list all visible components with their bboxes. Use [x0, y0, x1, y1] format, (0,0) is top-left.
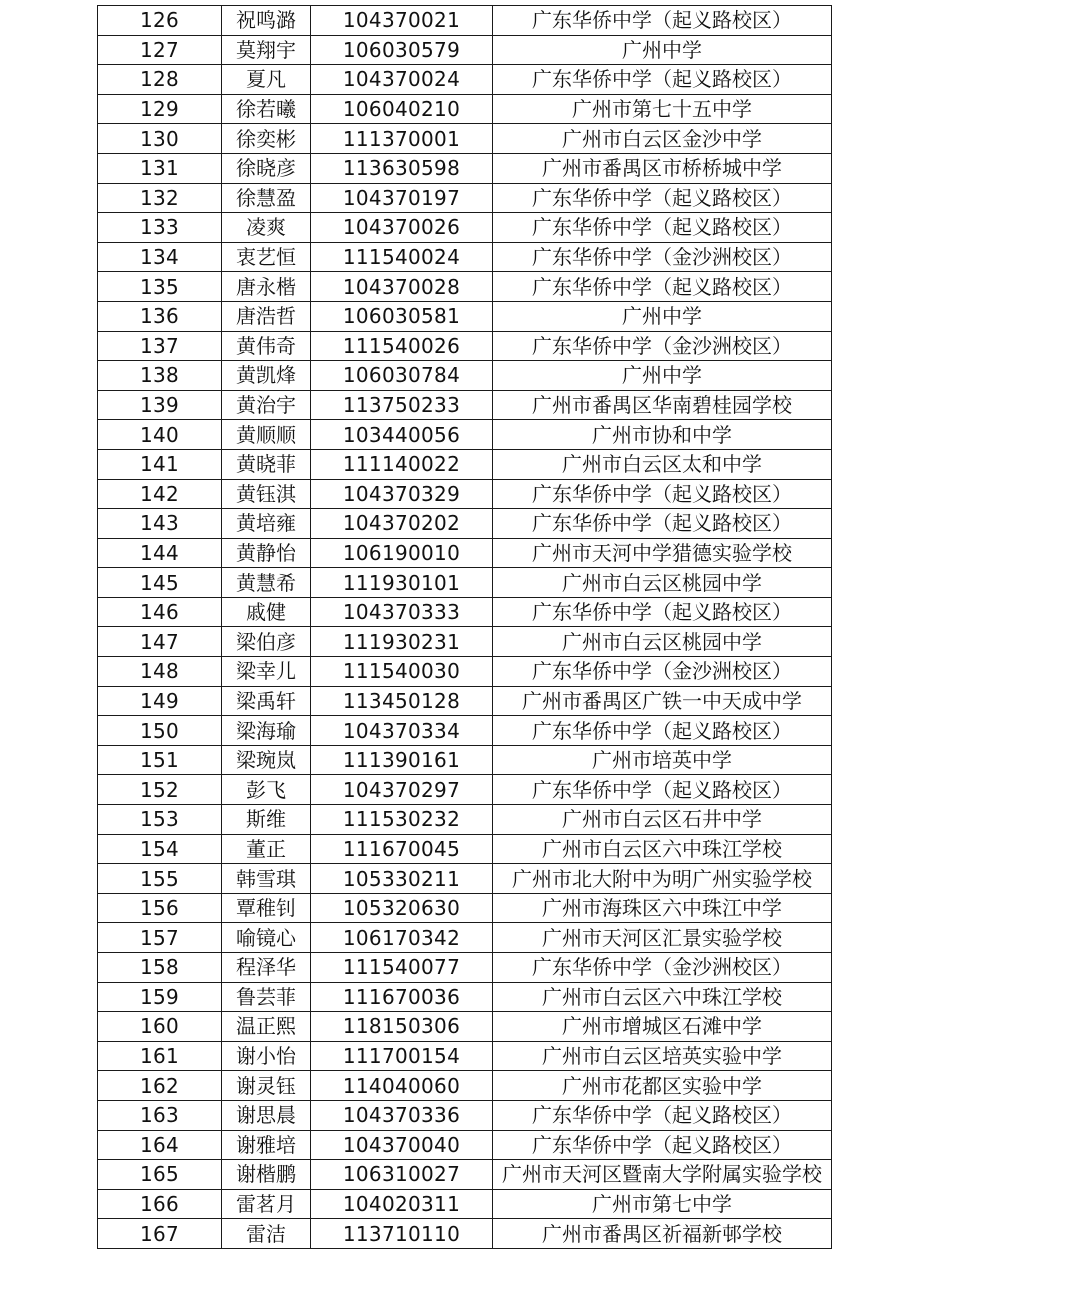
student-id: 105330211: [311, 864, 493, 894]
row-number: 139: [98, 390, 222, 420]
school-name: 广州市第七中学: [493, 1189, 832, 1219]
school-name: 广东华侨中学（起义路校区）: [493, 775, 832, 805]
student-id: 104370026: [311, 213, 493, 243]
student-id: 113710110: [311, 1219, 493, 1249]
student-id: 118150306: [311, 1012, 493, 1042]
row-number: 150: [98, 716, 222, 746]
student-name: 黄顺顺: [222, 420, 311, 450]
student-name: 祝鸣潞: [222, 6, 311, 36]
student-id: 104370334: [311, 716, 493, 746]
table-row: [98, 745, 832, 775]
table-row: [98, 716, 832, 746]
table-row: [98, 923, 832, 953]
school-name: 广州市天河区汇景实验学校: [493, 923, 832, 953]
row-number: 152: [98, 775, 222, 805]
student-id: 106310027: [311, 1160, 493, 1190]
table-row: [98, 242, 832, 272]
student-name: 凌爽: [222, 213, 311, 243]
row-number: 133: [98, 213, 222, 243]
roster-table: [97, 5, 832, 1249]
table-row: [98, 449, 832, 479]
student-id: 104370297: [311, 775, 493, 805]
row-number: 154: [98, 834, 222, 864]
row-number: 147: [98, 627, 222, 657]
school-name: 广州市北大附中为明广州实验学校: [493, 864, 832, 894]
student-name: 谢灵钰: [222, 1071, 311, 1101]
student-name: 温正熙: [222, 1012, 311, 1042]
table-row: [98, 805, 832, 835]
student-name: 谢雅培: [222, 1130, 311, 1160]
student-id: 106190010: [311, 538, 493, 568]
student-id: 113750233: [311, 390, 493, 420]
student-name: 彭飞: [222, 775, 311, 805]
table-row: [98, 568, 832, 598]
school-name: 广州市白云区六中珠江学校: [493, 834, 832, 864]
student-name: 谢楷鹏: [222, 1160, 311, 1190]
student-id: 111140022: [311, 449, 493, 479]
student-id: 111390161: [311, 745, 493, 775]
row-number: 142: [98, 479, 222, 509]
table-row: [98, 775, 832, 805]
school-name: 广州中学: [493, 301, 832, 331]
row-number: 135: [98, 272, 222, 302]
school-name: 广东华侨中学（起义路校区）: [493, 6, 832, 36]
student-id: 111670045: [311, 834, 493, 864]
row-number: 127: [98, 35, 222, 65]
row-number: 140: [98, 420, 222, 450]
student-id: 111540026: [311, 331, 493, 361]
student-name: 黄伟奇: [222, 331, 311, 361]
student-id: 111540024: [311, 242, 493, 272]
school-name: 广州市第七十五中学: [493, 94, 832, 124]
student-name: 徐若曦: [222, 94, 311, 124]
student-name: 黄静怡: [222, 538, 311, 568]
student-name: 黄晓菲: [222, 449, 311, 479]
school-name: 广州市白云区石井中学: [493, 805, 832, 835]
student-id: 111700154: [311, 1041, 493, 1071]
student-id: 106170342: [311, 923, 493, 953]
student-id: 106030581: [311, 301, 493, 331]
school-name: 广州市白云区培英实验中学: [493, 1041, 832, 1071]
table-row: [98, 893, 832, 923]
row-number: 131: [98, 153, 222, 183]
table-row: [98, 272, 832, 302]
school-name: 广东华侨中学（起义路校区）: [493, 272, 832, 302]
table-row: [98, 1130, 832, 1160]
student-name: 徐奕彬: [222, 124, 311, 154]
school-name: 广州市培英中学: [493, 745, 832, 775]
student-name: 黄培雍: [222, 509, 311, 539]
student-name: 董正: [222, 834, 311, 864]
student-id: 111930231: [311, 627, 493, 657]
school-name: 广东华侨中学（金沙洲校区）: [493, 242, 832, 272]
school-name: 广州市海珠区六中珠江中学: [493, 893, 832, 923]
school-name: 广东华侨中学（金沙洲校区）: [493, 953, 832, 983]
table-row: [98, 1160, 832, 1190]
student-name: 韩雪琪: [222, 864, 311, 894]
student-id: 104370329: [311, 479, 493, 509]
student-name: 谢思晨: [222, 1100, 311, 1130]
student-id: 111540077: [311, 953, 493, 983]
school-name: 广州市天河区暨南大学附属实验学校: [493, 1160, 832, 1190]
school-name: 广东华侨中学（金沙洲校区）: [493, 657, 832, 687]
school-name: 广东华侨中学（起义路校区）: [493, 479, 832, 509]
table-row: [98, 6, 832, 36]
table-row: [98, 1189, 832, 1219]
student-name: 夏凡: [222, 65, 311, 95]
table-row: [98, 124, 832, 154]
student-name: 唐永楷: [222, 272, 311, 302]
row-number: 130: [98, 124, 222, 154]
school-name: 广东华侨中学（起义路校区）: [493, 65, 832, 95]
school-name: 广州市白云区桃园中学: [493, 627, 832, 657]
student-id: 106030579: [311, 35, 493, 65]
school-name: 广东华侨中学（起义路校区）: [493, 183, 832, 213]
table-row: [98, 390, 832, 420]
school-name: 广东华侨中学（起义路校区）: [493, 597, 832, 627]
table-row: [98, 479, 832, 509]
table-row: [98, 982, 832, 1012]
row-number: 167: [98, 1219, 222, 1249]
student-name: 梁琬岚: [222, 745, 311, 775]
table-row: [98, 65, 832, 95]
school-name: 广州市番禺区广铁一中天成中学: [493, 686, 832, 716]
row-number: 128: [98, 65, 222, 95]
student-name: 谢小怡: [222, 1041, 311, 1071]
table-row: [98, 686, 832, 716]
student-id: 104370333: [311, 597, 493, 627]
table-row: [98, 153, 832, 183]
student-id: 106030784: [311, 361, 493, 391]
row-number: 126: [98, 6, 222, 36]
school-name: 广东华侨中学（起义路校区）: [493, 716, 832, 746]
row-number: 149: [98, 686, 222, 716]
student-id: 106040210: [311, 94, 493, 124]
row-number: 137: [98, 331, 222, 361]
row-number: 155: [98, 864, 222, 894]
student-name: 覃稚钊: [222, 893, 311, 923]
student-name: 喻镜心: [222, 923, 311, 953]
student-name: 梁海瑜: [222, 716, 311, 746]
student-name: 徐晓彦: [222, 153, 311, 183]
table-row: [98, 1100, 832, 1130]
student-name: 雷洁: [222, 1219, 311, 1249]
student-id: 111540030: [311, 657, 493, 687]
row-number: 148: [98, 657, 222, 687]
table-row: [98, 864, 832, 894]
row-number: 160: [98, 1012, 222, 1042]
table-row: [98, 657, 832, 687]
row-number: 159: [98, 982, 222, 1012]
student-name: 黄治宇: [222, 390, 311, 420]
row-number: 153: [98, 805, 222, 835]
school-name: 广州市白云区桃园中学: [493, 568, 832, 598]
row-number: 157: [98, 923, 222, 953]
table-row: [98, 1071, 832, 1101]
table-row: [98, 1012, 832, 1042]
school-name: 广东华侨中学（金沙洲校区）: [493, 331, 832, 361]
table-row: [98, 627, 832, 657]
student-id: 113630598: [311, 153, 493, 183]
school-name: 广东华侨中学（起义路校区）: [493, 1100, 832, 1130]
student-id: 104370028: [311, 272, 493, 302]
school-name: 广州市天河中学猎德实验学校: [493, 538, 832, 568]
student-name: 戚健: [222, 597, 311, 627]
student-id: 104370024: [311, 65, 493, 95]
student-id: 113450128: [311, 686, 493, 716]
student-name: 唐浩哲: [222, 301, 311, 331]
table-row: [98, 509, 832, 539]
table-row: [98, 331, 832, 361]
student-name: 黄凯烽: [222, 361, 311, 391]
row-number: 144: [98, 538, 222, 568]
row-number: 161: [98, 1041, 222, 1071]
row-number: 146: [98, 597, 222, 627]
student-id: 111670036: [311, 982, 493, 1012]
row-number: 143: [98, 509, 222, 539]
student-name: 梁禹轩: [222, 686, 311, 716]
student-id: 104020311: [311, 1189, 493, 1219]
table-row: [98, 420, 832, 450]
row-number: 136: [98, 301, 222, 331]
student-id: 104370021: [311, 6, 493, 36]
table-row: [98, 538, 832, 568]
student-name: 梁幸儿: [222, 657, 311, 687]
student-name: 鲁芸菲: [222, 982, 311, 1012]
student-name: 斯维: [222, 805, 311, 835]
table-row: [98, 301, 832, 331]
student-id: 114040060: [311, 1071, 493, 1101]
student-id: 111370001: [311, 124, 493, 154]
table-row: [98, 35, 832, 65]
table-row: [98, 94, 832, 124]
table-row: [98, 183, 832, 213]
school-name: 广州市白云区太和中学: [493, 449, 832, 479]
row-number: 165: [98, 1160, 222, 1190]
row-number: 132: [98, 183, 222, 213]
row-number: 138: [98, 361, 222, 391]
table-row: [98, 1041, 832, 1071]
row-number: 166: [98, 1189, 222, 1219]
school-name: 广州市番禺区华南碧桂园学校: [493, 390, 832, 420]
school-name: 广州市白云区六中珠江学校: [493, 982, 832, 1012]
table-row: [98, 597, 832, 627]
student-id: 105320630: [311, 893, 493, 923]
school-name: 广州市花都区实验中学: [493, 1071, 832, 1101]
table-row: [98, 1219, 832, 1249]
student-name: 衷艺恒: [222, 242, 311, 272]
student-name: 莫翔宇: [222, 35, 311, 65]
row-number: 151: [98, 745, 222, 775]
row-number: 145: [98, 568, 222, 598]
table-row: [98, 834, 832, 864]
school-name: 广州中学: [493, 35, 832, 65]
student-id: 104370202: [311, 509, 493, 539]
school-name: 广州市增城区石滩中学: [493, 1012, 832, 1042]
school-name: 广州市番禺区祈福新邨学校: [493, 1219, 832, 1249]
school-name: 广东华侨中学（起义路校区）: [493, 213, 832, 243]
student-name: 雷茗月: [222, 1189, 311, 1219]
student-name: 梁伯彦: [222, 627, 311, 657]
row-number: 158: [98, 953, 222, 983]
student-id: 103440056: [311, 420, 493, 450]
student-id: 104370040: [311, 1130, 493, 1160]
student-id: 111930101: [311, 568, 493, 598]
row-number: 134: [98, 242, 222, 272]
row-number: 162: [98, 1071, 222, 1101]
row-number: 163: [98, 1100, 222, 1130]
school-name: 广州市协和中学: [493, 420, 832, 450]
school-name: 广东华侨中学（起义路校区）: [493, 1130, 832, 1160]
student-id: 104370197: [311, 183, 493, 213]
table-row: [98, 361, 832, 391]
student-name: 程泽华: [222, 953, 311, 983]
student-id: 111530232: [311, 805, 493, 835]
school-name: 广东华侨中学（起义路校区）: [493, 509, 832, 539]
row-number: 141: [98, 449, 222, 479]
student-name: 徐慧盈: [222, 183, 311, 213]
school-name: 广州市白云区金沙中学: [493, 124, 832, 154]
row-number: 164: [98, 1130, 222, 1160]
table-row: [98, 953, 832, 983]
row-number: 129: [98, 94, 222, 124]
row-number: 156: [98, 893, 222, 923]
table-row: [98, 213, 832, 243]
school-name: 广州中学: [493, 361, 832, 391]
student-id: 104370336: [311, 1100, 493, 1130]
student-name: 黄慧希: [222, 568, 311, 598]
school-name: 广州市番禺区市桥桥城中学: [493, 153, 832, 183]
student-name: 黄钰淇: [222, 479, 311, 509]
roster-body: [98, 6, 832, 1249]
